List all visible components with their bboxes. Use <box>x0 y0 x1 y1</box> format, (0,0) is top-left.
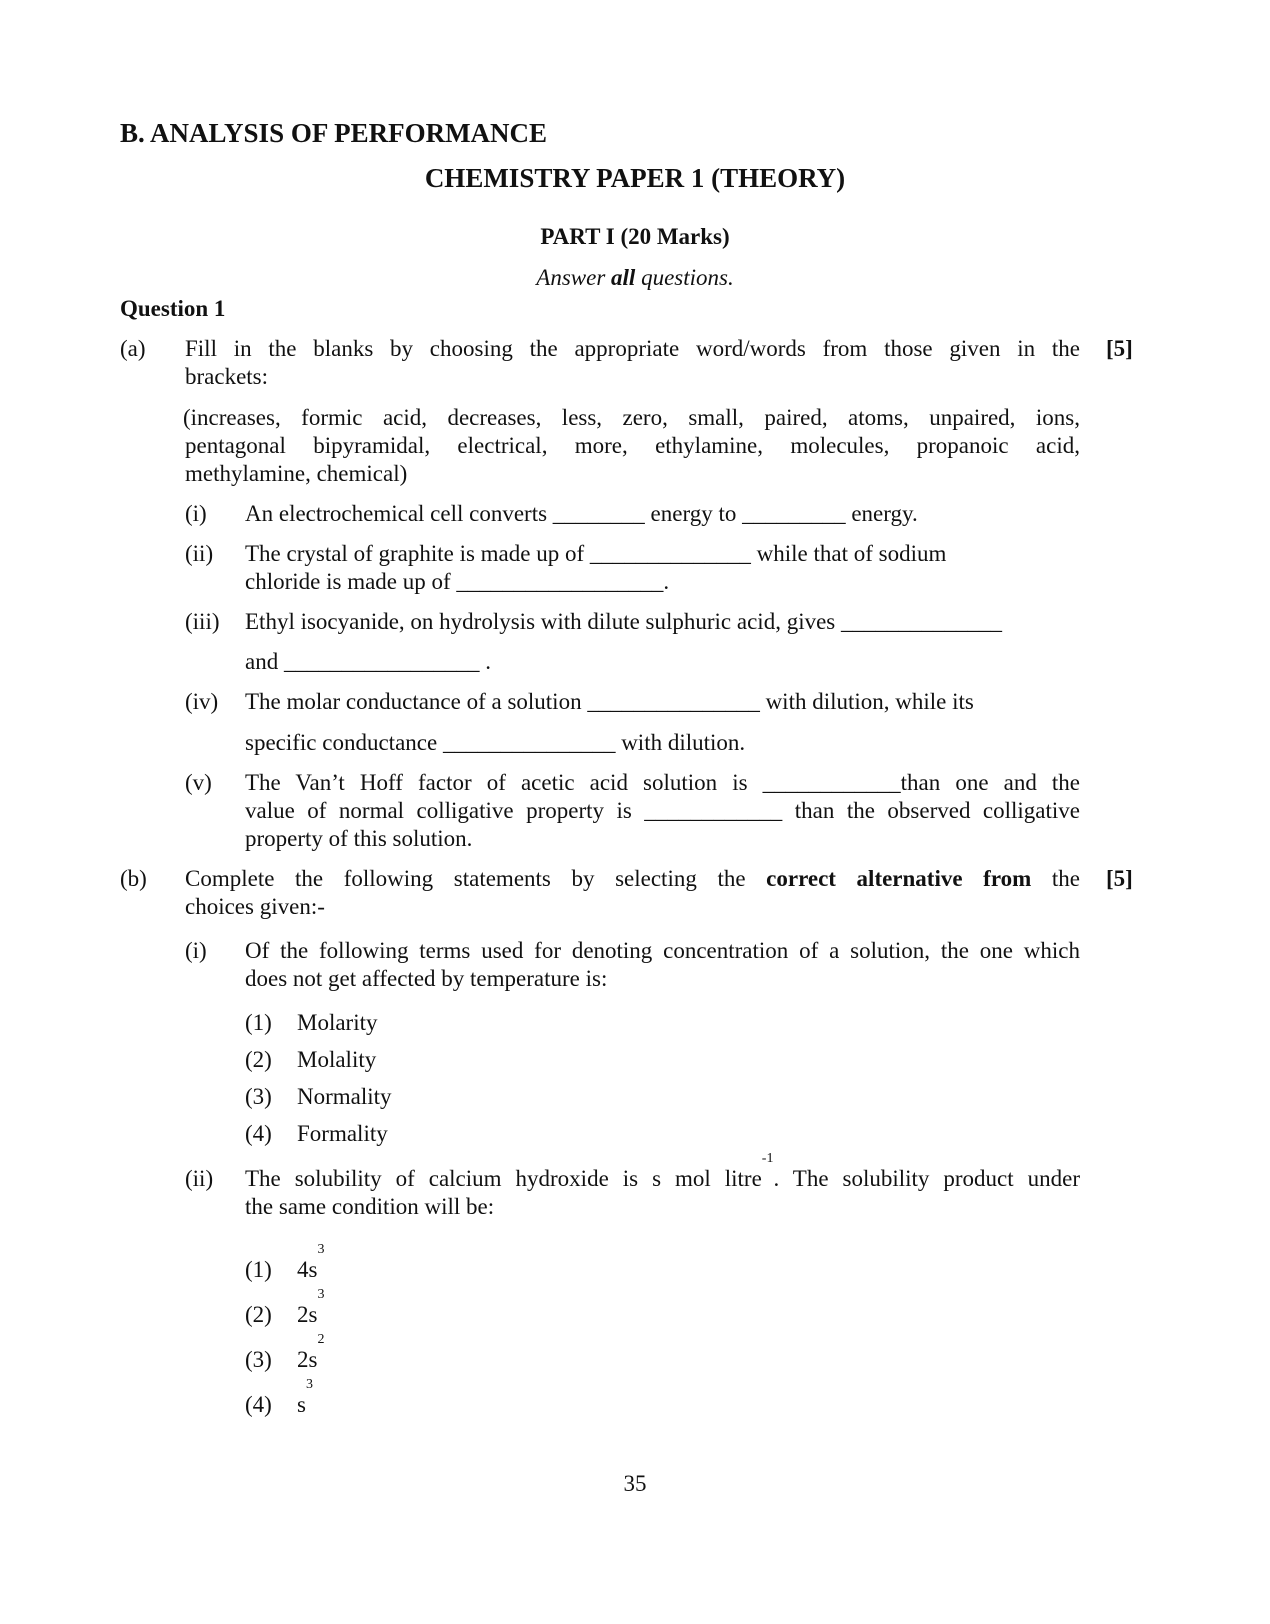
item-text: The solubility of calcium hydroxide is s mol litre$^{-1}$. The solubility product under <box>245 1151 1080 1191</box>
part-a-label: (a) <box>120 336 146 361</box>
option-text: Molality <box>297 1047 377 1072</box>
item-text: specific conductance _______________ with dilution. <box>245 730 746 755</box>
item-number: (iv) <box>185 689 219 714</box>
instruction: Answer all questions. <box>536 265 734 290</box>
choices-line2: pentagonal bipyramidal, electrical, more, ethylamine, molecules, propanoic acid, <box>185 433 1080 458</box>
choices-line1: (increases, formic acid, decreases, less, zero, small, paired, atoms, unpaired, ions, <box>183 405 1080 430</box>
option-number: (3) <box>245 1084 272 1109</box>
item-text: Of the following terms used for denoting concentration of a solution, the one which <box>245 938 1080 963</box>
item-text: Ethyl isocyanide, on hydrolysis with dilute sulphuric acid, gives ______________ <box>245 609 1003 634</box>
item-text: The molar conductance of a solution _______________ with dilution, while its <box>245 689 974 714</box>
item-text: value of normal colligative property is ____________ than the observed colligative <box>245 798 1080 823</box>
part-b-marks: [5] <box>1106 866 1133 891</box>
part-b-label: (b) <box>120 866 147 891</box>
item-text: The crystal of graphite is made up of ______________ while that of sodium <box>245 541 947 566</box>
part-b-prompt-line1: Complete the following statements by selecting the correct alternative from the <box>185 866 1081 891</box>
option-number: (2) <box>245 1302 272 1327</box>
item-text: The Van’t Hoff factor of acetic acid solution is ____________than one and the <box>245 770 1080 795</box>
item-number: (v) <box>185 770 212 795</box>
option-text: $2s^3$ <box>297 1287 325 1327</box>
item-number: (ii) <box>185 541 214 566</box>
item-number: (iii) <box>185 609 220 634</box>
paper-title: CHEMISTRY PAPER 1 (THEORY) <box>424 163 846 193</box>
part-a-marks: [5] <box>1106 336 1133 361</box>
item-text: and _________________ . <box>245 649 491 674</box>
part-a-prompt-line2: brackets: <box>185 364 269 389</box>
page-number: 35 <box>623 1471 647 1496</box>
option-number: (2) <box>245 1047 272 1072</box>
option-text: Molarity <box>297 1010 378 1035</box>
part-b-prompt-line2: choices given:- <box>185 894 325 919</box>
option-number: (3) <box>245 1347 272 1372</box>
option-text: $4s^3$ <box>297 1242 325 1282</box>
item-text: An electrochemical cell converts ________ energy to _________ energy. <box>245 501 918 526</box>
option-number: (1) <box>245 1257 272 1282</box>
option-text: Normality <box>297 1084 392 1109</box>
item-number: (i) <box>185 938 207 963</box>
item-number: (i) <box>185 501 207 526</box>
item-number: (ii) <box>185 1166 214 1191</box>
choices-line3: methylamine, chemical) <box>185 461 408 486</box>
option-text: Formality <box>297 1121 388 1146</box>
part-a-prompt-line1: Fill in the blanks by choosing the appropriate word/words from those given in the <box>185 336 1080 361</box>
option-number: (1) <box>245 1010 272 1035</box>
item-text: does not get affected by temperature is: <box>245 966 608 991</box>
section-heading: B. ANALYSIS OF PERFORMANCE <box>120 118 548 148</box>
question-label: Question 1 <box>120 296 226 321</box>
option-text: $s^3$ <box>297 1377 313 1417</box>
option-text: $2s^2$ <box>297 1332 325 1372</box>
item-text: the same condition will be: <box>245 1194 495 1219</box>
item-text: chloride is made up of __________________. <box>245 569 670 594</box>
item-text: property of this solution. <box>245 826 473 851</box>
part-title: PART I (20 Marks) <box>540 224 730 249</box>
option-number: (4) <box>245 1392 272 1417</box>
option-number: (4) <box>245 1121 272 1146</box>
